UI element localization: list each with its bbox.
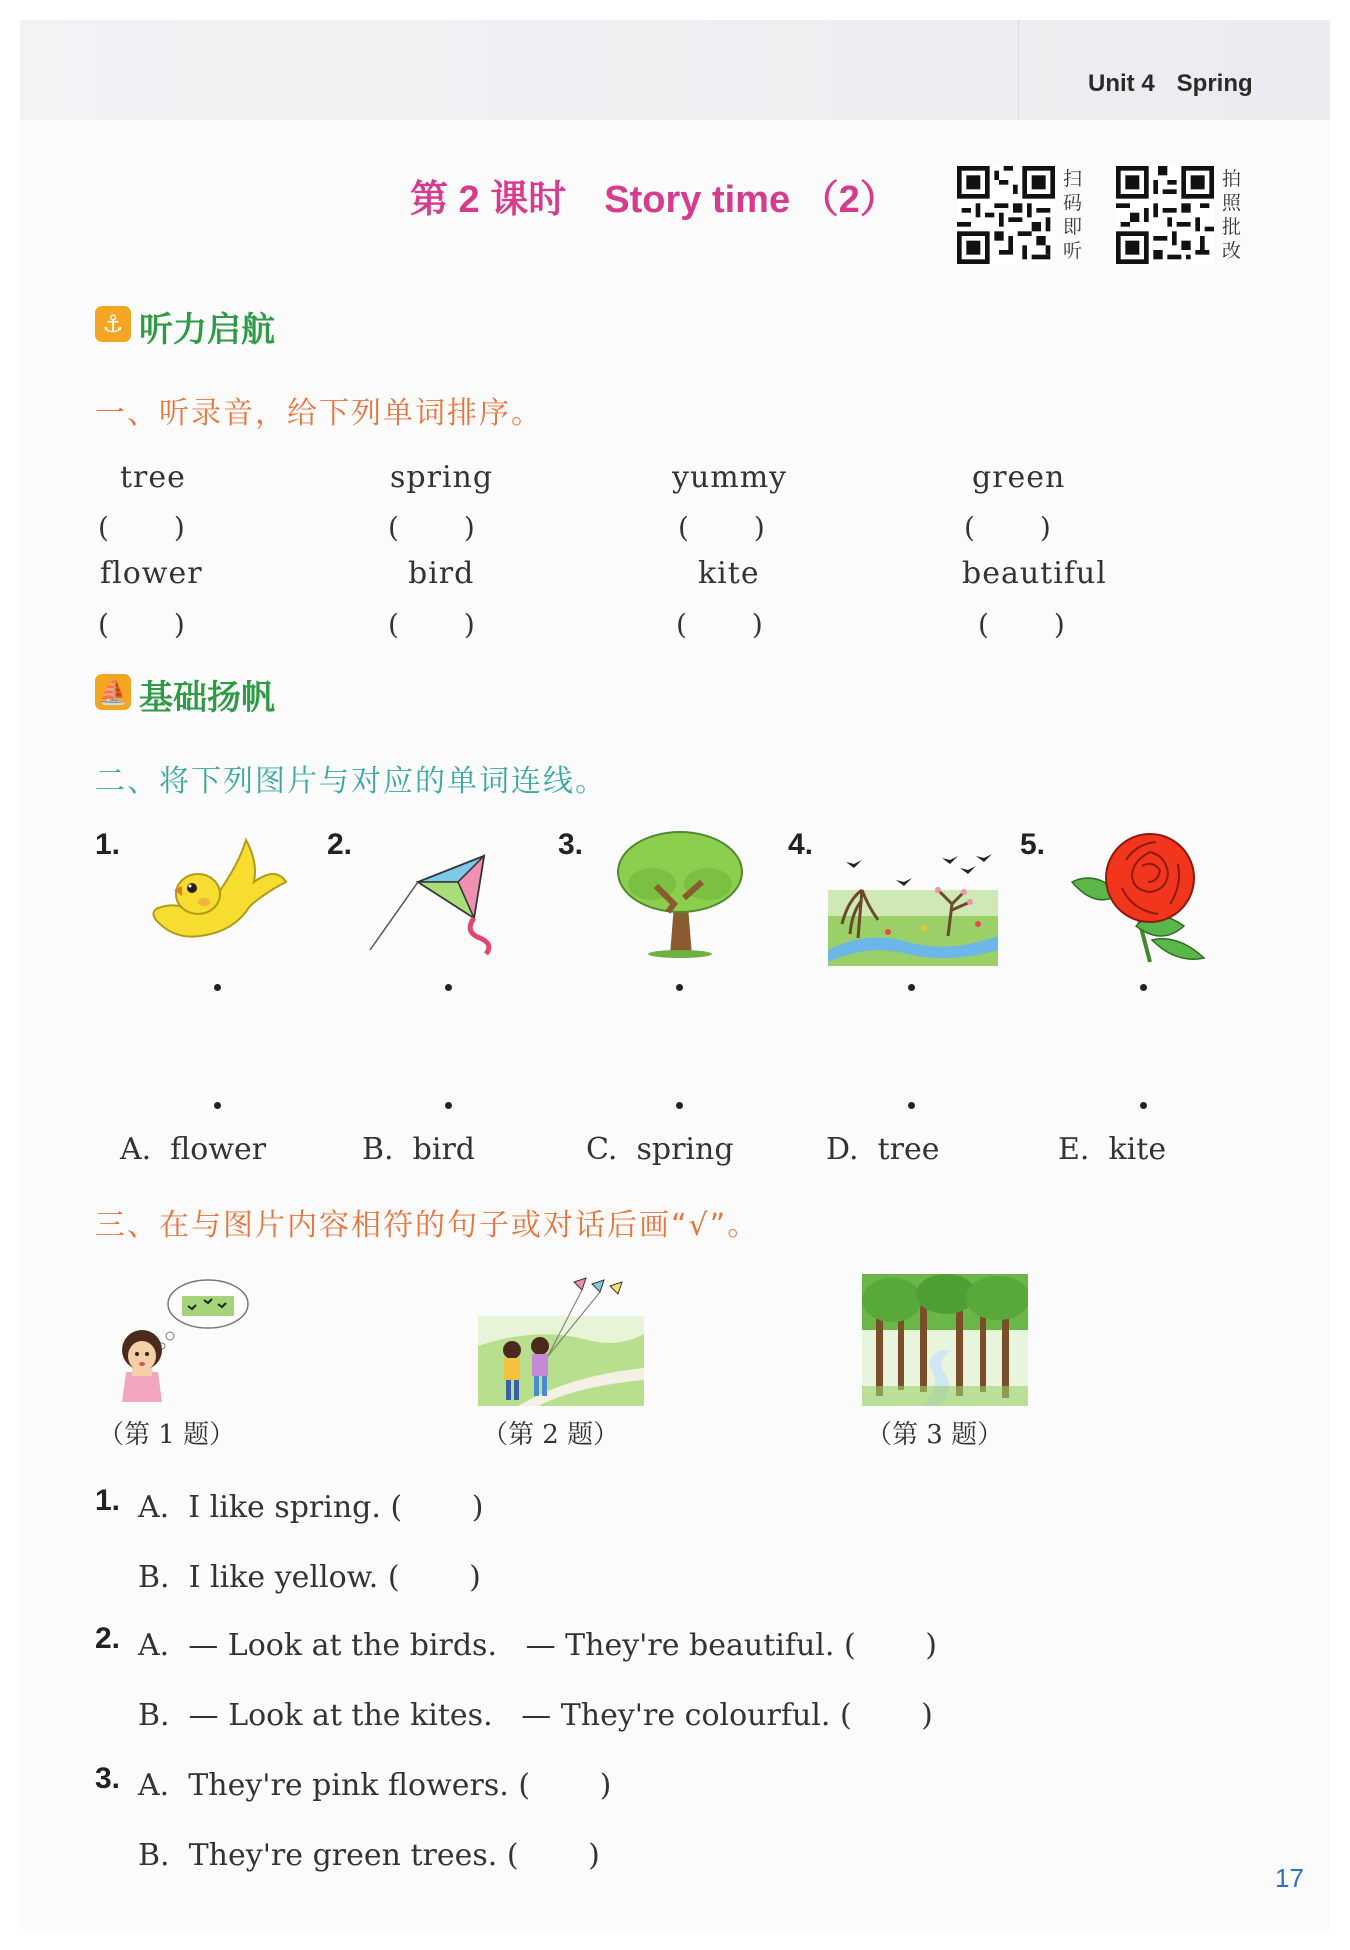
unit-topic: Spring: [1176, 70, 1253, 97]
match-dot-picture[interactable]: [908, 984, 915, 991]
bird-picture: [146, 836, 294, 952]
q3-item-2-b[interactable]: B. — Look at the kites. — They're colourful. ( ): [138, 1698, 933, 1733]
match-dot-word[interactable]: [214, 1102, 221, 1109]
qr-code-listen[interactable]: [957, 166, 1055, 264]
girl-thinking-picture: [104, 1276, 250, 1406]
section-listening-title: 听力启航: [139, 310, 275, 350]
qr-grade-char: 照: [1222, 192, 1242, 214]
match-dot-word[interactable]: [908, 1102, 915, 1109]
answer-blank[interactable]: ( ): [388, 608, 475, 641]
option-e: E. kite: [1058, 1132, 1167, 1167]
question-2-title: 二、将下列图片与对应的单词连线。: [95, 764, 607, 799]
qr-grade-char: 拍: [1222, 168, 1242, 190]
caption-q2: （第 2 题）: [482, 1420, 620, 1450]
match-dot-picture[interactable]: [214, 984, 221, 991]
picture-number: 3.: [558, 828, 584, 861]
match-dot-word[interactable]: [1140, 1102, 1147, 1109]
caption-q1: （第 1 题）: [98, 1420, 236, 1450]
sailboat-icon: ⛵: [95, 674, 131, 710]
match-dot-word[interactable]: [445, 1102, 452, 1109]
word-kite: kite: [698, 556, 760, 591]
answer-blank[interactable]: ( ): [388, 511, 475, 544]
word-beautiful: beautiful: [962, 556, 1107, 591]
unit-header: [1088, 70, 1253, 98]
word-tree: tree: [120, 460, 186, 495]
q3-item-1-a[interactable]: A. I like spring. ( ): [138, 1490, 484, 1525]
answer-blank[interactable]: ( ): [676, 608, 763, 641]
qr-code-grade[interactable]: [1116, 166, 1214, 264]
word-bird: bird: [408, 556, 475, 591]
answer-blank[interactable]: ( ): [678, 511, 765, 544]
match-dot-word[interactable]: [676, 1102, 683, 1109]
answer-blank[interactable]: ( ): [978, 608, 1065, 641]
lesson-title: 第 2 课时 Story time （2）: [410, 179, 898, 221]
kids-flying-kites-picture: [478, 1276, 644, 1406]
q3-item-number: 2.: [95, 1622, 121, 1655]
flower-picture: [1066, 830, 1216, 964]
qr-grade-label: [1222, 167, 1246, 263]
word-spring: spring: [390, 460, 494, 495]
tree-picture: [612, 828, 748, 958]
qr-listen-char: 码: [1063, 192, 1083, 214]
anchor-icon: ⚓: [95, 306, 131, 342]
q3-item-1-b[interactable]: B. I like yellow. ( ): [138, 1560, 481, 1595]
unit-label: Unit 4: [1088, 70, 1155, 97]
q3-item-number: 3.: [95, 1762, 121, 1795]
qr-listen-label: [1063, 167, 1087, 263]
q3-item-3-a[interactable]: A. They're pink flowers. ( ): [138, 1768, 612, 1803]
q3-item-2-a[interactable]: A. — Look at the birds. — They're beautiful. ( ): [138, 1628, 937, 1663]
qr-listen-char: 听: [1063, 240, 1083, 262]
match-dot-picture[interactable]: [676, 984, 683, 991]
qr-grade-char: 批: [1222, 216, 1242, 238]
qr-grade-char: 改: [1222, 240, 1242, 262]
header-divider: [1018, 20, 1019, 120]
picture-number: 1.: [95, 828, 121, 861]
qr-listen-char: 扫: [1063, 168, 1083, 190]
picture-number: 2.: [327, 828, 353, 861]
page-number: 17: [1275, 1863, 1304, 1893]
question-3-title: 三、在与图片内容相符的句子或对话后画“√”。: [95, 1208, 760, 1243]
option-d: D. tree: [826, 1132, 940, 1167]
option-a: A. flower: [120, 1132, 267, 1167]
answer-blank[interactable]: ( ): [98, 608, 185, 641]
question-1-title: 一、听录音，给下列单词排序。: [95, 396, 543, 431]
picture-number: 4.: [788, 828, 814, 861]
qr-listen-char: 即: [1063, 216, 1083, 238]
section-basics-title: 基础扬帆: [139, 678, 275, 718]
forest-picture: [862, 1274, 1028, 1406]
match-dot-picture[interactable]: [445, 984, 452, 991]
picture-number: 5.: [1020, 828, 1046, 861]
q3-item-3-b[interactable]: B. They're green trees. ( ): [138, 1838, 600, 1873]
answer-blank[interactable]: ( ): [98, 511, 185, 544]
kite-picture: [368, 846, 508, 956]
word-green: green: [972, 460, 1066, 495]
option-c: C. spring: [586, 1132, 734, 1167]
option-b: B. bird: [362, 1132, 475, 1167]
answer-blank[interactable]: ( ): [964, 511, 1051, 544]
spring-scene-picture: [828, 850, 998, 966]
match-dot-picture[interactable]: [1140, 984, 1147, 991]
word-flower: flower: [100, 556, 203, 591]
word-yummy: yummy: [672, 460, 788, 495]
caption-q3: （第 3 题）: [866, 1420, 1004, 1450]
q3-item-number: 1.: [95, 1484, 121, 1517]
